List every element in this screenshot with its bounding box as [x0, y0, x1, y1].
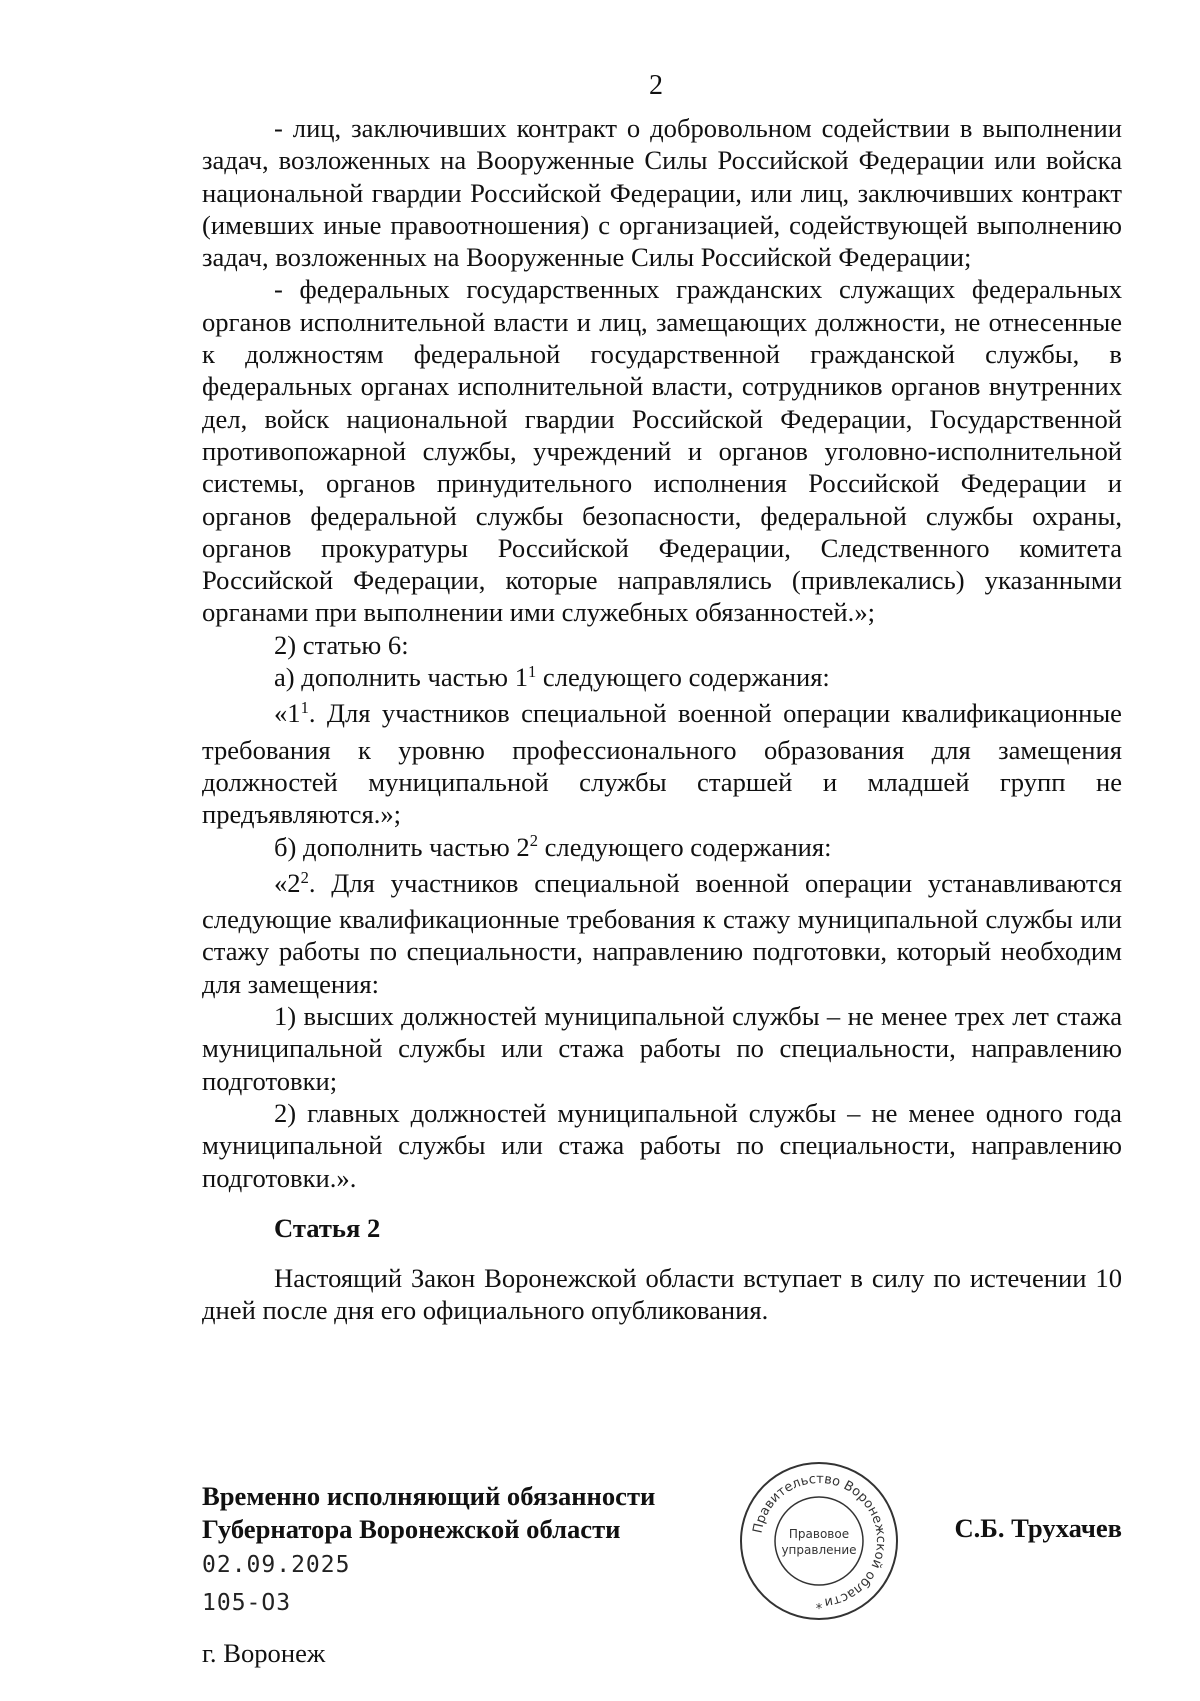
superscript: 1: [300, 698, 309, 718]
article-text: Настоящий Закон Воронежской области вступает в силу по истечении 10 дней после дня его официального опубликования.: [202, 1263, 1122, 1326]
signature-city: г. Воронеж: [202, 1638, 326, 1668]
list-item: 2) главных должностей муниципальной службы – не менее одного года муниципальной службы или стажа работы по специальности, направлению подготовки.».: [202, 1097, 1122, 1193]
seal-ring-text: Правительство Воронежской области: [750, 1471, 889, 1610]
article-heading: Статья 2: [274, 1212, 381, 1243]
official-seal: [738, 1460, 900, 1622]
superscript: 2: [529, 831, 538, 851]
superscript: 1: [528, 661, 537, 681]
law-number: 105-ОЗ: [202, 1590, 292, 1616]
signatory-title: Временно исполняющий обязанности Губернатора Воронежской области: [202, 1481, 656, 1544]
seal-star-icon: *: [815, 1602, 823, 1617]
seal-center-line1: Правовое: [788, 1527, 850, 1541]
paragraph-part-b-quote: «$2^2$. Для участников специальной военной операции устанавливаются следующие квалификационные требования к стажу муниципальной службы или стажу работы по специальности, направлению подготовки, который необходим для замещения:: [202, 867, 1122, 999]
signature-date: 02.09.2025: [202, 1552, 351, 1578]
paragraph-volunteers: - лиц, заключивших контракт о добровольном содействии в выполнении задач, возложенных на Вооруженные Силы Российской Федерации или войска национальной гвардии Российской Федерации, или лиц, заключивших контракт (имевших иные правоотношения) с организацией, содействующей выполнению задач, возложенных на Вооруженные Силы Российской Федерации;: [202, 113, 1122, 273]
superscript: 2: [300, 867, 309, 887]
list-item: 1) высших должностей муниципальной службы – не менее трех лет стажа муниципальной службы или стажа работы по специальности, направлению подготовки;: [202, 1001, 1122, 1096]
document-body: [202, 112, 1122, 1327]
signatory-name: С.Б. Трухачев: [954, 1513, 1122, 1543]
paragraph-article-6: 2) статью 6:: [274, 629, 409, 660]
paragraph-part-b: б) дополнить частью $2^2$ следующего содержания:: [274, 831, 832, 862]
paragraph-part-a: а) дополнить частью $1^1$ следующего содержания:: [274, 661, 830, 693]
paragraph-part-a-quote: «$1^1$. Для участников специальной военной операции квалификационные требования к уровню профессионального образования для замещения должностей муниципальной службы старшей и младшей групп не предъявляются.»;: [202, 698, 1122, 830]
seal-center-line2: управление: [781, 1543, 857, 1557]
paragraph-federal-servants: - федеральных государственных гражданских служащих федеральных органов исполнительной власти и лиц, замещающих должности, не отнесенные к должностям федеральной государственной гражданской службы, в федеральных органах исполнительной власти, сотрудников органов внутренних дел, войск национальной гвардии Российской Федерации, Государственной противопожарной службы, учреждений и органов уголовно-исполнительной системы, органов принудительного исполнения Российской Федерации и органов федеральной службы безопасности, федеральной службы охраны, органов прокуратуры Российской Федерации, Следственного комитета Российской Федерации, которые направлялись (привлекались) указанными органами при выполнении ими служебных обязанностей.»;: [202, 274, 1122, 628]
page-number: 2: [649, 70, 663, 101]
